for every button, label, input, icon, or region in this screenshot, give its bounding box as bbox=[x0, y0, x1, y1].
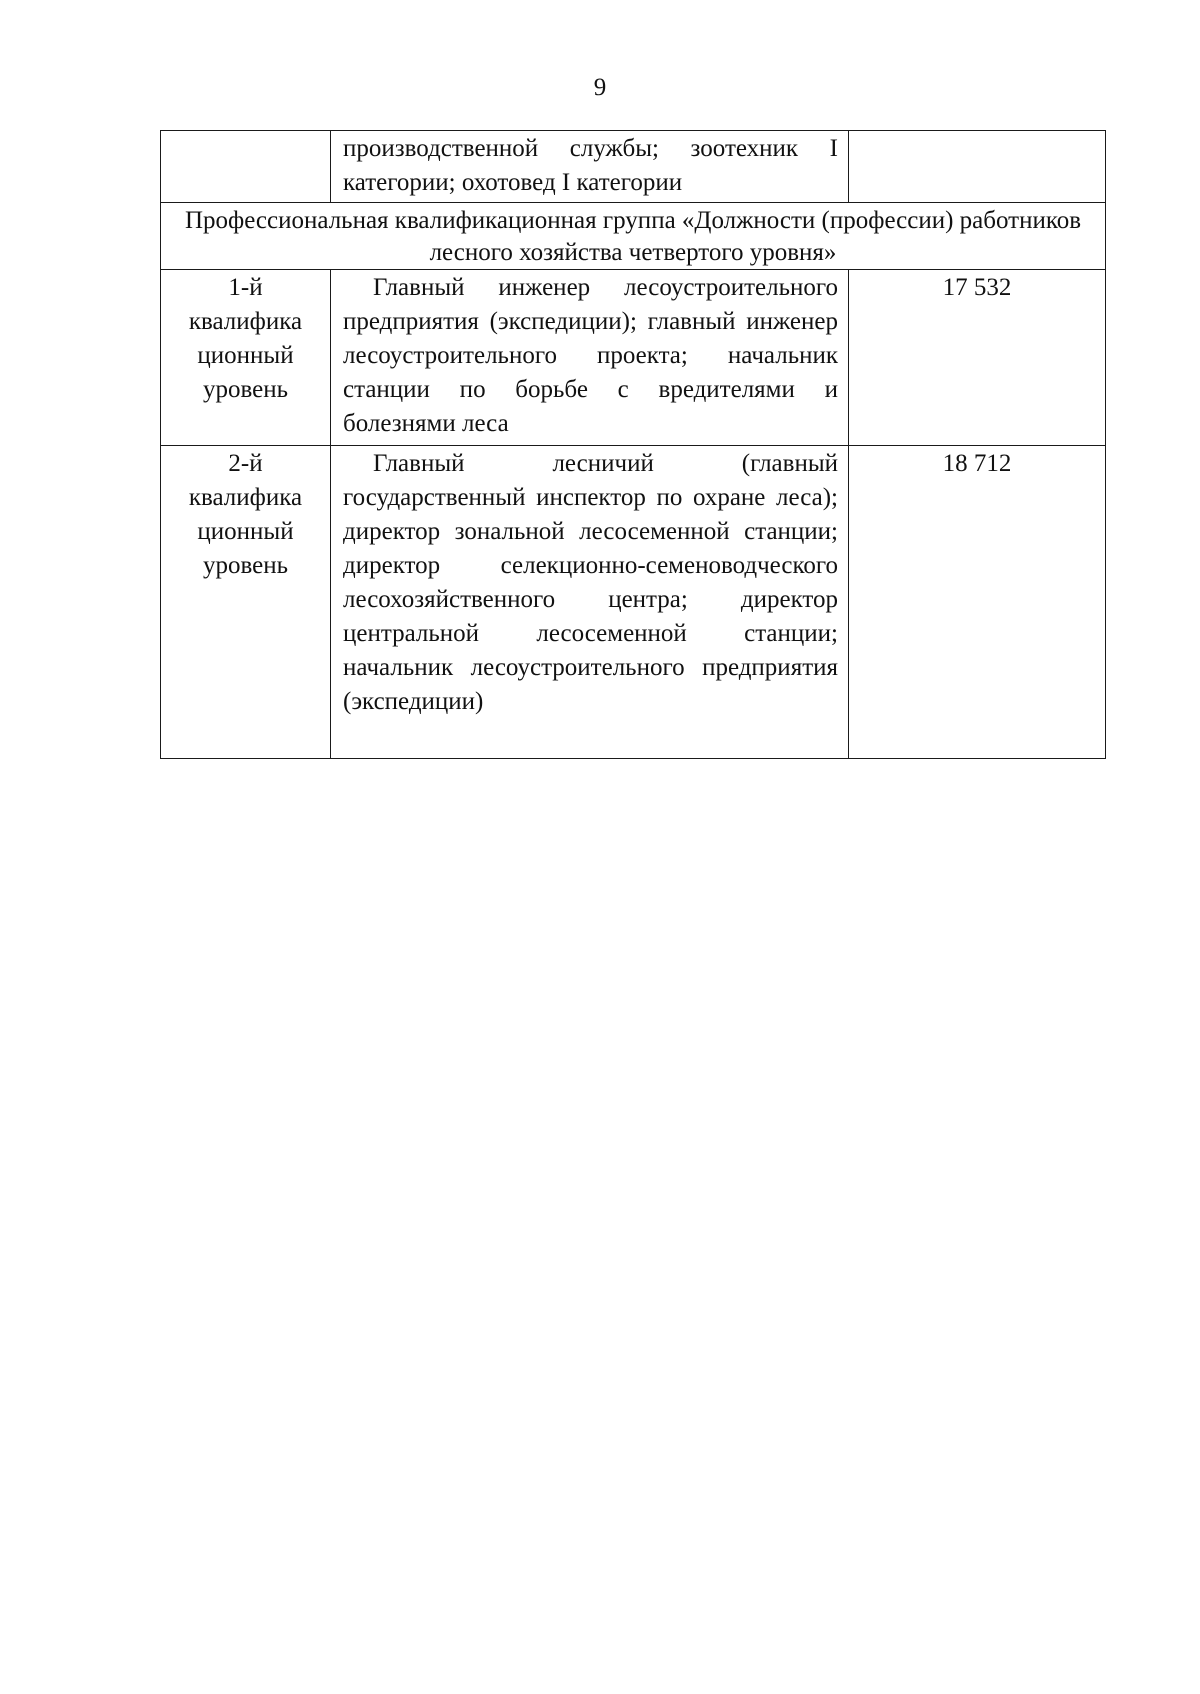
positions-cell bbox=[331, 270, 849, 446]
level-cell bbox=[161, 270, 331, 446]
positions-cell bbox=[331, 446, 849, 759]
positions-text: Главный инженер лесоустроительного предприятия (экспедиции); главный инженер лесоустроительного проекта; начальник станции по борьбе с вредителями и болезнями леса bbox=[343, 274, 838, 437]
level-line: квалифика bbox=[188, 308, 303, 335]
table-row-continuation bbox=[161, 131, 1106, 203]
level-line: 1-й bbox=[228, 274, 263, 301]
salary-cell: 17 532 bbox=[849, 270, 1106, 446]
level-line: уровень bbox=[202, 552, 289, 579]
level-line: 2-й bbox=[228, 450, 263, 477]
salary-table bbox=[160, 130, 1106, 759]
level-line: ционный bbox=[197, 518, 294, 545]
positions-text: Главный лесничий (главный государственный инспектор по охране леса); директор зональной лесосеменной станции; директор селекционно-семеноводческого лесохозяйственного центра; директор центральной лесосеменной станции; начальник лесоустроительного предприятия (экспедиции) bbox=[343, 450, 838, 715]
level-line: квалифика bbox=[188, 484, 303, 511]
level-line: ционный bbox=[197, 342, 294, 369]
salary-cell-empty bbox=[849, 131, 1106, 203]
table-row-group-header bbox=[161, 203, 1106, 270]
table-row bbox=[161, 270, 1106, 446]
level-line: уровень bbox=[202, 376, 289, 403]
positions-cell bbox=[331, 131, 849, 203]
group-header-cell: Профессиональная квалификационная группа «Должности (профессии) работников лесного хозяйства четвертого уровня» bbox=[161, 203, 1106, 270]
positions-text: производственной службы; зоотехник I категории; охотовед I категории bbox=[343, 135, 838, 196]
salary-cell: 18 712 bbox=[849, 446, 1106, 759]
table-row bbox=[161, 446, 1106, 759]
page-number: 9 bbox=[593, 74, 607, 101]
level-cell-empty bbox=[161, 131, 331, 203]
level-cell bbox=[161, 446, 331, 759]
